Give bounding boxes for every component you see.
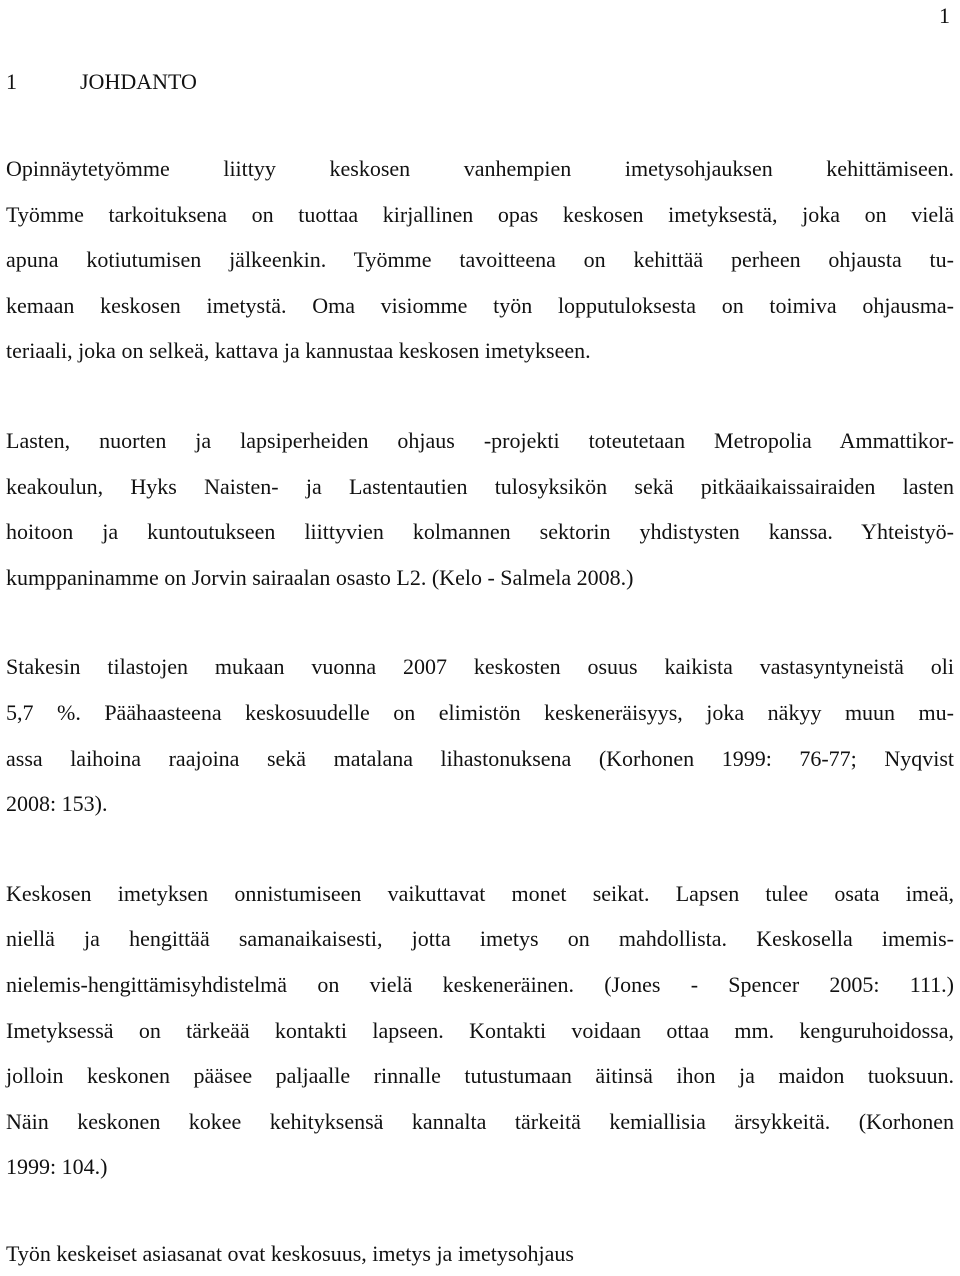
paragraph-spacer — [6, 1190, 954, 1231]
chapter-heading — [6, 68, 197, 96]
paragraph-project — [6, 418, 954, 600]
text-line: Stakesin tilastojen mukaan vuonna 2007 keskosten osuus kaikista vastasyntyneistä oli — [6, 654, 954, 680]
text-line: apuna kotiutumisen jälkeenkin. Työmme tavoitteena on kehittää perheen ohjausta tu- — [6, 247, 954, 273]
text-line: Keskosen imetyksen onnistumiseen vaikuttavat monet seikat. Lapsen tulee osata imeä, — [6, 880, 954, 906]
text-line: 5,7 %. Päähaasteena keskosuudelle on elimistön keskeneräisyys, joka näkyy muun mu- — [6, 699, 954, 725]
paragraph-breastfeeding — [6, 871, 954, 1190]
chapter-title: JOHDANTO — [80, 69, 197, 94]
text-line: Työn keskeiset asiasanat ovat keskosuus, imetys ja imetysohjaus — [6, 1240, 574, 1266]
text-line: jolloin keskonen pääsee paljaalle rinnalle tutustumaan äitinsä ihon ja maidon tuoksuun. — [6, 1063, 954, 1089]
text-line: kumppaninamme on Jorvin sairaalan osasto L2. (Kelo - Salmela 2008.) — [6, 564, 634, 590]
text-line: kemaan keskosen imetystä. Oma visiomme työn lopputuloksesta on toimiva ohjausma- — [6, 292, 954, 318]
text-line: nielemis-hengittämisyhdistelmä on vielä keskeneräinen. (Jones - Spencer 2005: 111.) — [6, 971, 954, 997]
paragraph-thesis-intro — [6, 146, 954, 374]
text-line: keakoulun, Hyks Naisten- ja Lastentautien tulosyksikön sekä pitkäaikaissairaiden lasten — [6, 473, 954, 499]
paragraph-spacer — [6, 374, 954, 418]
text-line: 1999: 104.) — [6, 1154, 108, 1180]
document-body — [6, 146, 954, 1276]
page-number: 1 — [939, 3, 950, 28]
text-line: Työmme tarkoituksena on tuottaa kirjallinen opas keskosen imetyksestä, joka on vielä — [6, 201, 954, 227]
text-line: Opinnäytetyömme liittyy keskosen vanhempien imetysohjauksen kehittämiseen. — [6, 156, 954, 181]
paragraph-keywords — [6, 1231, 954, 1276]
text-line: assa laihoina raajoina sekä matalana lihastonuksena (Korhonen 1999: 76-77; Nyqvist — [6, 745, 954, 771]
paragraph-spacer — [6, 600, 954, 644]
chapter-number: 1 — [6, 69, 17, 94]
text-line: niellä ja hengittää samanaikaisesti, jotta imetys on mahdollista. Keskosella imemis- — [6, 926, 954, 952]
paragraph-spacer — [6, 827, 954, 871]
text-line: 2008: 153). — [6, 791, 108, 817]
text-line: Imetyksessä on tärkeää kontakti lapseen. Kontakti voidaan ottaa mm. kenguruhoidossa, — [6, 1017, 954, 1043]
text-line: teriaali, joka on selkeä, kattava ja kannustaa keskosen imetykseen. — [6, 338, 591, 364]
text-line: hoitoon ja kuntoutukseen liittyvien kolmannen sektorin yhdistysten kanssa. Yhteistyö- — [6, 519, 954, 545]
paragraph-statistics — [6, 644, 954, 826]
text-line: Näin keskonen kokee kehityksensä kannalta tärkeitä kemiallisia ärsykkeitä. (Korhonen — [6, 1108, 954, 1134]
text-line: Lasten, nuorten ja lapsiperheiden ohjaus -projekti toteutetaan Metropolia Ammattikor- — [6, 427, 954, 453]
